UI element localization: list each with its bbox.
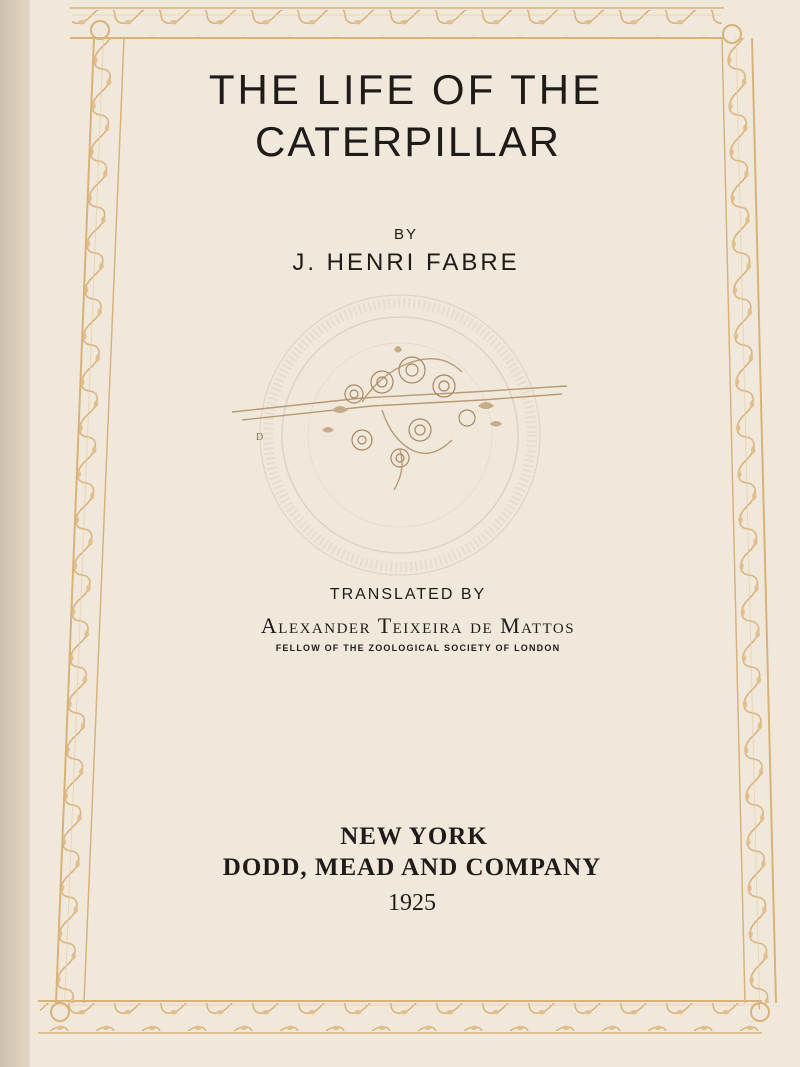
svg-text:D: D (256, 432, 264, 443)
by-label: BY (393, 226, 418, 243)
book-title-line-1: THE LIFE OF THE (208, 66, 604, 113)
translator-name: Alexander Teixeira de Mattos (260, 613, 576, 638)
translated-by-label: TRANSLATED BY (329, 586, 487, 603)
publisher-name: DODD, MEAD AND COMPANY (222, 854, 602, 881)
publisher-city: NEW YORK (340, 823, 488, 850)
floral-spray-ornament (222, 290, 582, 580)
publication-year: 1925 (388, 890, 436, 916)
book-title-line-2: CATERPILLAR (255, 118, 561, 165)
author-name: J. HENRI FABRE (292, 249, 520, 276)
translator-credential: FELLOW OF THE ZOOLOGICAL SOCIETY OF LONDON (275, 643, 561, 653)
